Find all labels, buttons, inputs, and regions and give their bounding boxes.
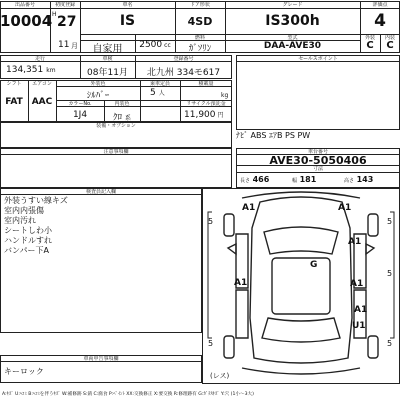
grade: IS300h	[265, 13, 320, 29]
damage-mark: A1	[234, 278, 248, 288]
legend-footer: A:ｷｽﾞ U:ﾍｺﾐ B:ﾍｺﾐを伴うｷｽﾞ W:補修跡 S:錆 C:腐食 P:ﾍﾟｲﾝﾄ XX:交換修正 X:要交換 R:修理跡有 G:ｶﾞﾗｽｷｽﾞ Y:穴 (1小〜3大)	[2, 392, 254, 397]
inspector-note: シートしわ小	[4, 226, 52, 235]
inspector-note: ハンドルすれ	[4, 236, 52, 245]
shift: FAT	[5, 97, 23, 107]
side-number: 5	[387, 217, 393, 226]
length: 長さ 466	[240, 175, 270, 184]
lot-number: 10004	[0, 12, 53, 30]
recycle-label: リサイクル預託金	[186, 101, 226, 107]
seller-note: キーロック	[4, 367, 44, 376]
notes-label: 注意事項欄	[103, 149, 129, 155]
width: 幅 181	[292, 175, 317, 184]
seats-label: 乗車定員	[149, 81, 170, 87]
load-label: 積載量	[198, 81, 214, 87]
type-label: 型式	[287, 35, 298, 41]
reg-year: 27	[57, 14, 77, 30]
side-number: 5	[387, 269, 393, 278]
interior-label: 内装色	[114, 101, 130, 107]
ac-label: エアコン	[32, 81, 52, 87]
door-type: 4SD	[187, 15, 213, 28]
left-side-bracket	[208, 212, 212, 338]
car-name: IS	[119, 13, 136, 29]
color-no: 1J4	[72, 110, 88, 120]
plate-label: 登録番号	[173, 56, 194, 62]
diagram-bottom-label: (レス)	[210, 372, 230, 380]
load-unit: kg	[221, 92, 229, 99]
inspector-label: 検査員記入欄	[85, 189, 116, 195]
inspector-note: 室内汚れ	[4, 216, 36, 225]
inspection-label: 車検	[102, 56, 113, 62]
displacement: 2500 cc	[139, 40, 171, 50]
ext-label: 外装	[364, 35, 375, 41]
seats: 5 人	[150, 88, 165, 98]
score: 4	[374, 11, 386, 31]
mileage-label: 走行	[34, 56, 45, 62]
car-damage-diagram	[202, 188, 400, 388]
recycle-fee: 11,900 円	[184, 110, 224, 120]
usage: 自家用	[92, 44, 123, 55]
inspector-notes	[4, 196, 68, 256]
damage-mark: A1	[348, 237, 362, 247]
damage-mark: A1	[242, 203, 256, 213]
dims-label: 寸法	[312, 166, 323, 172]
damage-mark: G	[310, 260, 318, 270]
height: 高さ 143	[344, 175, 374, 184]
side-number: 5	[387, 339, 393, 348]
lot-label: 出品番号	[14, 2, 35, 8]
damage-mark: A1	[350, 279, 364, 289]
car-name-label: 車名	[122, 2, 133, 8]
reg-month: 11	[58, 40, 70, 50]
damage-mark: A1	[338, 203, 352, 213]
inspector-note: 室内内張傷	[4, 206, 44, 215]
color-label: 外装色	[90, 81, 106, 87]
chassis-number: AVE30-5050406	[269, 154, 367, 167]
door-label: ドア形状	[190, 2, 210, 8]
fuel: ｶﾞｿﾘﾝ	[188, 44, 212, 54]
ac: AAC	[31, 97, 53, 107]
mileage: 134,351 km	[6, 65, 56, 75]
reg-month-unit: 月	[71, 42, 78, 50]
shift-label: シフト	[6, 81, 22, 87]
inspector-note: バンパー下A	[4, 246, 49, 255]
int-grade: C	[386, 40, 394, 51]
plate-number: 北九州 334モ617	[146, 68, 221, 78]
color-no-label: カラーNo.	[68, 101, 92, 107]
grade-label: グレード	[282, 2, 303, 8]
score-label: 評価点	[372, 2, 388, 8]
int-label: 内装	[384, 35, 395, 41]
body-color: ｼﾙﾊﾞｰ	[86, 91, 110, 101]
sales-point-label: セールスポイント	[298, 56, 338, 62]
equipment-label: 装備・オプション	[96, 123, 136, 129]
seller-label: 車両申告事項欄	[83, 356, 119, 362]
fuel-label: 燃料	[194, 35, 205, 41]
interior-color: ｸﾛ 系	[112, 113, 132, 123]
first-reg-label: 初度登録	[54, 2, 75, 8]
inspection-date: 08年11月	[87, 68, 128, 78]
damage-mark: A1	[354, 305, 368, 315]
side-number: 5	[208, 339, 214, 348]
equipment: ﾅﾋﾞ ABS ｴｱB PS PW	[236, 131, 311, 140]
model-type: DAA-AVE30	[263, 41, 322, 51]
chassis-label: 車台番号	[307, 149, 328, 155]
inspector-note: 外装うすい線キズ	[4, 196, 68, 205]
era-letter: H	[52, 11, 57, 18]
sales-point-box	[236, 55, 400, 130]
side-number: 5	[208, 217, 214, 226]
ext-grade: C	[366, 40, 374, 51]
damage-mark: U1	[352, 321, 366, 331]
